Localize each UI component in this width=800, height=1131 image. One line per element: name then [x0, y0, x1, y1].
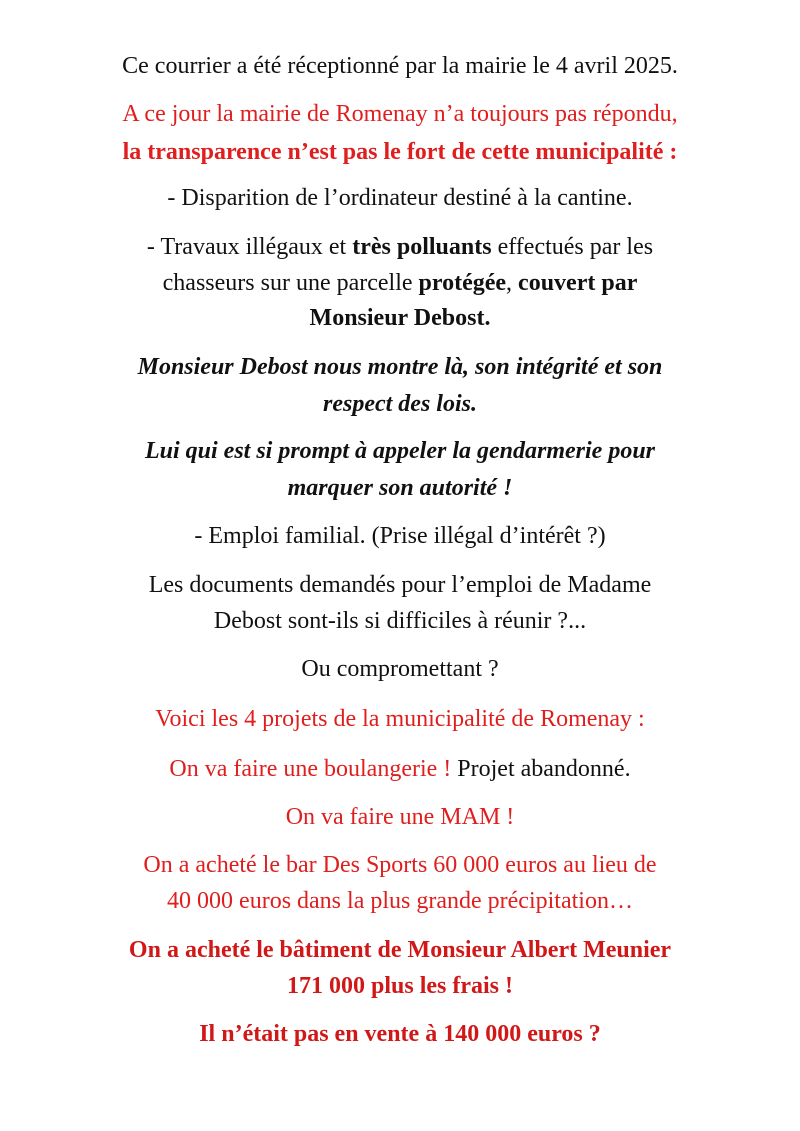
- works-text: effectués par les: [491, 234, 654, 260]
- project-bakery: [0, 755, 800, 783]
- projects-intro: Voici les 4 projets de la municipalité de Romenay :: [155, 706, 645, 732]
- project-building-line-1: On a acheté le bâtiment de Monsieur Albert Meunier: [128, 937, 672, 963]
- list-item-works-line2: [0, 269, 800, 297]
- compromising-line: Ou compromettant ?: [301, 656, 499, 682]
- works-text: chasseurs sur une parcelle: [162, 270, 419, 296]
- works-text: ,: [506, 270, 519, 296]
- list-item-computer: - Disparition de l’ordinateur destiné à la cantine.: [167, 185, 633, 211]
- documents-line-2: Debost sont-ils si difficiles à réunir ?...: [213, 608, 587, 634]
- integrity-line-2: respect des lois.: [323, 391, 477, 417]
- bakery-status: Projet abandonné.: [457, 756, 631, 782]
- works-emphasis-covered: couvert par: [518, 270, 638, 296]
- list-item-works-line3: Monsieur Debost.: [309, 305, 491, 331]
- bakery-text: On va faire une boulangerie !: [169, 756, 458, 782]
- project-mam: On va faire une MAM !: [285, 804, 515, 830]
- list-item-works-line1: [0, 233, 800, 261]
- documents-line-1: Les documents demandés pour l’emploi de Madame: [148, 572, 652, 598]
- sale-question: Il n’était pas en vente à 140 000 euros ?: [199, 1021, 601, 1047]
- integrity-line-1: Monsieur Debost nous montre là, son intégrité et son: [137, 354, 663, 380]
- gendarmerie-line-2: marquer son autorité !: [287, 475, 513, 501]
- works-emphasis-protected: protégée: [418, 270, 507, 296]
- no-reply-line: A ce jour la mairie de Romenay n’a toujours pas répondu,: [122, 101, 678, 127]
- project-bar-line-1: On a acheté le bar Des Sports 60 000 euros au lieu de: [143, 852, 657, 878]
- gendarmerie-line-1: Lui qui est si prompt à appeler la gendarmerie pour: [144, 438, 656, 464]
- transparency-line: la transparence n’est pas le fort de cette municipalité :: [122, 139, 678, 165]
- works-emphasis-polluting: très polluants: [352, 234, 492, 260]
- project-bar-line-2: 40 000 euros dans la plus grande précipitation…: [167, 888, 633, 914]
- project-building-line-2: 171 000 plus les frais !: [286, 973, 513, 999]
- list-item-employment: - Emploi familial. (Prise illégal d’intérêt ?): [194, 523, 606, 549]
- works-text: - Travaux illégaux et: [146, 234, 353, 260]
- received-line: Ce courrier a été réceptionné par la mairie le 4 avril 2025.: [122, 53, 678, 79]
